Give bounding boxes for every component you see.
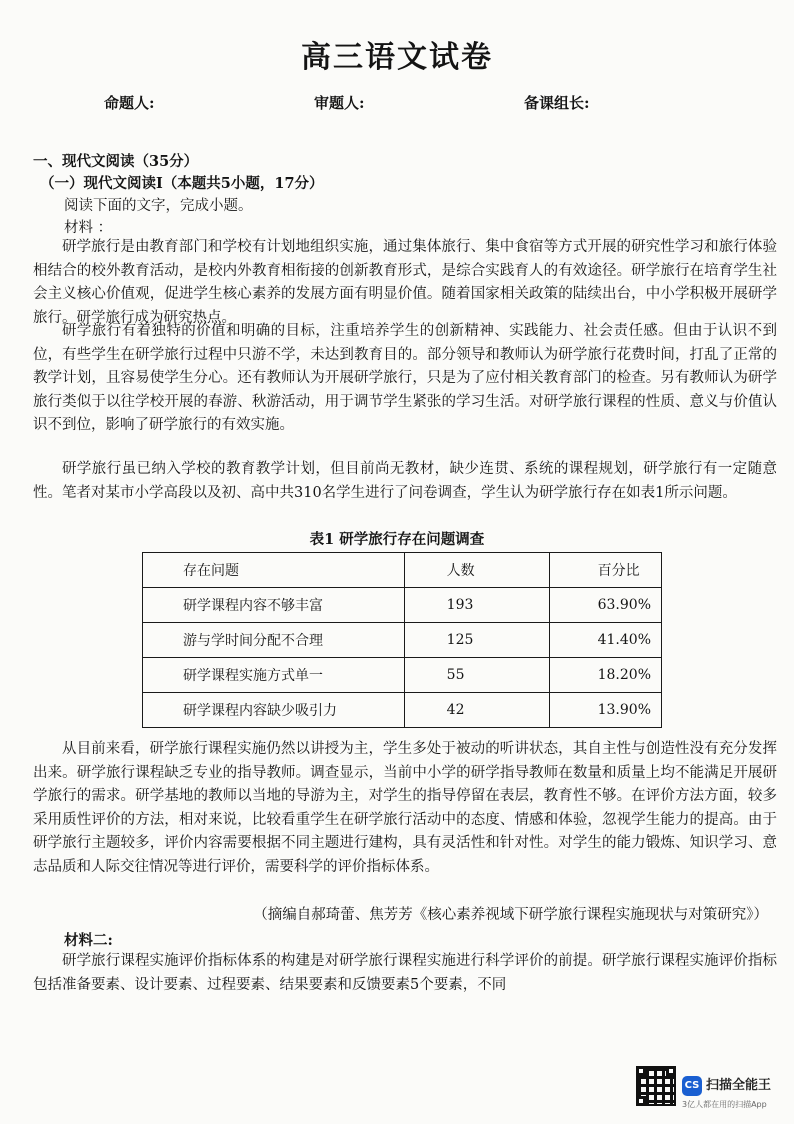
table-caption: 表1 研学旅行存在问题调查 bbox=[309, 531, 485, 548]
paragraph-1: 研学旅行是由教育部门和学校有计划地组织实施，通过集体旅行、集中食宿等方式开展的研究性学习和旅行体验相结合的校外教育活动，是校内外教育相衔接的创新教育形式，是综合实践育人的有效途径。研学旅行在培育学生社会主义核心价值观，促进学生核心素养的发展方面有明显价值。随着国家相关政策的陆续出台，中小学积极开展研学旅行。研学旅行成为研究热点。 bbox=[33, 239, 777, 326]
scanner-app-name: 扫描全能王 bbox=[706, 1078, 772, 1093]
survey-table bbox=[142, 552, 662, 728]
table-row bbox=[143, 658, 662, 693]
exam-title: 高三语文试卷 bbox=[301, 40, 493, 75]
table-cell: 游与学时间分配不合理 bbox=[143, 623, 405, 658]
table-cell: 18.20% bbox=[549, 658, 661, 693]
source-citation: （摘编自郝琦蕾、焦芳芳《核心素养视域下研学旅行课程实施现状与对策研究》） bbox=[253, 907, 768, 923]
group-leader-label: 备课组长: bbox=[524, 94, 590, 112]
setter-label: 命题人: bbox=[104, 94, 155, 112]
table-cell: 研学课程内容缺少吸引力 bbox=[143, 693, 405, 728]
reviewer-label: 审题人: bbox=[314, 94, 365, 112]
table-cell: 13.90% bbox=[549, 693, 661, 728]
instruction-text: 阅读下面的文字，完成小题。 bbox=[64, 198, 253, 214]
table-cell: 125 bbox=[404, 623, 549, 658]
paragraph-3: 研学旅行虽已纳入学校的教育教学计划，但目前尚无教材，缺少连贯、系统的课程规划，研学旅行有一定随意性。笔者对某市小学高段以及初、高中共310名学生进行了问卷调查，学生认为研学旅行存在如表1所示问题。 bbox=[33, 461, 777, 501]
paragraph-after-table: 从目前来看，研学旅行课程实施仍然以讲授为主，学生多处于被动的听讲状态，其自主性与创造性没有充分发挥出来。研学旅行课程缺乏专业的指导教师。调查显示，当前中小学的研学指导教师在数量和质量上均不能满足开展研学旅行的需求。研学基地的教师以当地的导游为主，对学生的指导停留在表层，教育性不够。在评价方法方面，较多采用质性评价的方法，相对来说，比较看重学生在研学旅行活动中的态度、情感和体验，忽视学生能力的提高。由于研学旅行主题较多，评价内容需要根据不同主题进行建构，具有灵活性和针对性。对学生的能力锻炼、知识学习、意志品质和人际交往情况等进行评价，需要科学的评价指标体系。 bbox=[33, 741, 777, 875]
column-header: 人数 bbox=[404, 553, 549, 588]
table-header-row bbox=[143, 553, 662, 588]
material2-label: 材料二: bbox=[64, 932, 113, 949]
table-row bbox=[143, 588, 662, 623]
table-cell: 42 bbox=[404, 693, 549, 728]
table-cell: 63.90% bbox=[549, 588, 661, 623]
table-cell: 研学课程内容不够丰富 bbox=[143, 588, 405, 623]
table-cell: 研学课程实施方式单一 bbox=[143, 658, 405, 693]
material1-label: 材料 ： bbox=[64, 220, 113, 236]
table-cell: 193 bbox=[404, 588, 549, 623]
scanner-tagline: 3亿人都在用的扫描App bbox=[682, 1100, 767, 1109]
table-row bbox=[143, 623, 662, 658]
section-heading: 一、现代文阅读（35分） bbox=[33, 153, 199, 170]
sub-section-heading: （一）现代文阅读Ⅰ（本题共5小题，17分） bbox=[40, 175, 324, 192]
qr-code-icon bbox=[636, 1066, 676, 1106]
table-row bbox=[143, 693, 662, 728]
material2-paragraph: 研学旅行课程实施评价指标体系的构建是对研学旅行课程实施进行科学评价的前提。研学旅行课程实施评价指标包括准备要素、设计要素、过程要素、结果要素和反馈要素5个要素，不同 bbox=[33, 953, 777, 993]
scanner-logo-icon: CS bbox=[682, 1076, 702, 1096]
paragraph-2: 研学旅行有着独特的价值和明确的目标，注重培养学生的创新精神、实践能力、社会责任感。但由于认识不到位，有些学生在研学旅行过程中只游不学，未达到教育目的。部分领导和教师认为研学旅行花费时间，打乱了正常的教学计划，且容易使学生分心。还有教师认为开展研学旅行，只是为了应付相关教育部门的检查。另有教师认为研学旅行类似于以往学校开展的春游、秋游活动，用于调节学生紧张的学习生活。对研学旅行课程的性质、意义与价值认识不到位，影响了研学旅行的有效实施。 bbox=[33, 323, 777, 433]
column-header: 存在问题 bbox=[143, 553, 405, 588]
table-cell: 55 bbox=[404, 658, 549, 693]
column-header: 百分比 bbox=[549, 553, 661, 588]
table-cell: 41.40% bbox=[549, 623, 661, 658]
